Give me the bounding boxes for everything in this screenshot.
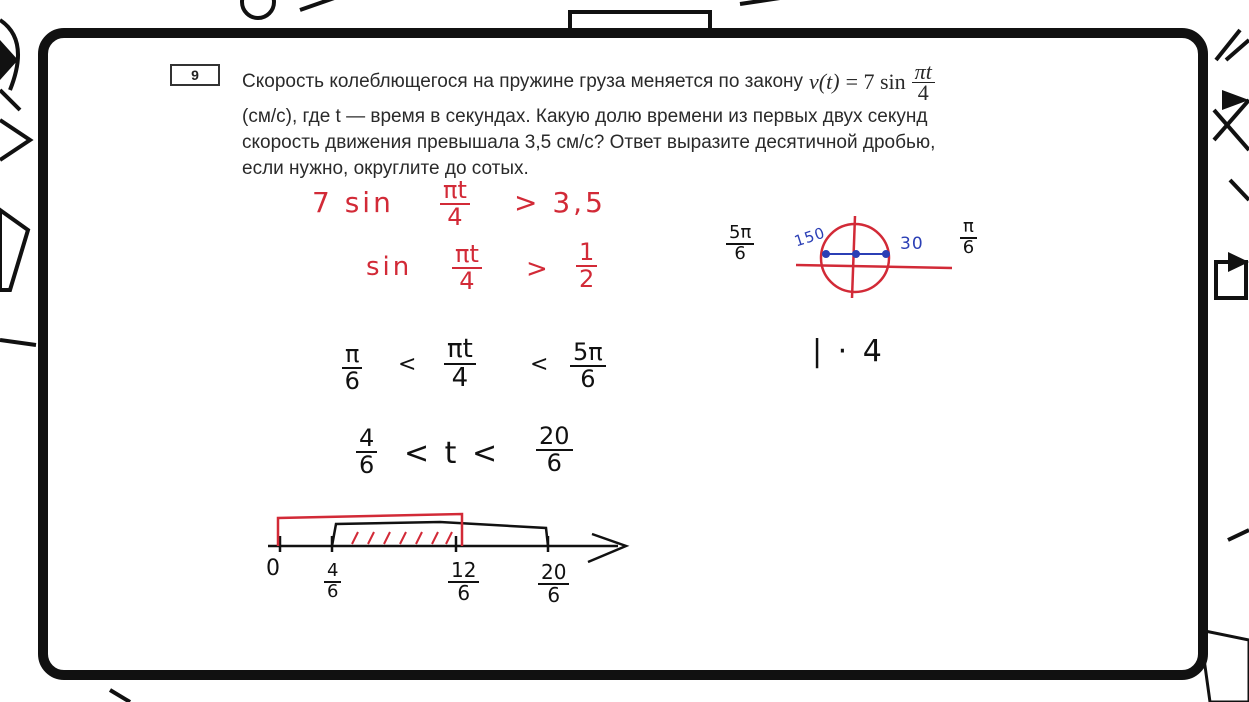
step3-a-fraction xyxy=(342,342,362,394)
step2-fraction xyxy=(452,242,482,294)
formula-lhs: v(t) xyxy=(809,69,840,94)
axis-t1-den: 6 xyxy=(327,580,339,602)
axis-label-zero: 0 xyxy=(266,556,283,581)
step4-a-num: 4 xyxy=(356,426,377,453)
problem-line-1-text: Скорость колеблющегося на пружине груза меняется по закону xyxy=(242,71,804,92)
step3-b-den: 4 xyxy=(451,363,469,394)
problem-line-3: скорость движения превышала 3,5 см/с? Ответ выразите десятичной дробью, xyxy=(242,132,936,153)
circle-label-right-den: 6 xyxy=(962,236,975,258)
angle-label-30: 30 xyxy=(900,234,924,254)
circle-label-right-num: π xyxy=(960,218,977,239)
step2-frac-den: 4 xyxy=(459,267,475,296)
circle-label-left-num: 5π xyxy=(726,224,754,245)
step4-mid: < t < xyxy=(404,436,501,471)
step4-a-den: 6 xyxy=(359,451,375,480)
formula-frac-num-text: πt xyxy=(914,58,932,84)
step2-rhs-den: 2 xyxy=(579,265,595,294)
step1-right: > 3,5 xyxy=(514,186,606,219)
step3-b-num: πt xyxy=(444,336,476,365)
problem-number-badge: 9 xyxy=(170,64,220,86)
step3-lt2: < xyxy=(530,352,552,377)
step1-fraction xyxy=(440,178,470,230)
step1-frac-den: 4 xyxy=(447,203,463,232)
problem-statement xyxy=(242,60,1122,182)
axis-label-t1 xyxy=(324,562,341,602)
step3-a-num: π xyxy=(342,342,362,369)
step3-c-fraction xyxy=(570,340,606,392)
formula-eq: = 7 sin xyxy=(845,69,906,94)
axis-label-t2 xyxy=(448,560,479,604)
step4-c-num: 20 xyxy=(536,424,573,451)
circle-label-left xyxy=(726,224,754,264)
step3-c-num: 5π xyxy=(570,340,606,367)
step4-a-fraction xyxy=(356,426,377,478)
step3-c-den: 6 xyxy=(580,365,596,394)
axis-t1-num: 4 xyxy=(324,562,341,583)
step2-frac-num: πt xyxy=(452,242,482,269)
step3-lt1: < xyxy=(398,352,420,377)
step1-left: 7 sin xyxy=(312,186,394,219)
step2-rhs-num: 1 xyxy=(576,240,597,267)
axis-t3-den: 6 xyxy=(547,583,561,607)
step4-c-fraction xyxy=(536,424,573,476)
axis-t3-num: 20 xyxy=(538,562,569,585)
formula-frac-den: 4 xyxy=(917,79,929,105)
step2-left: sin xyxy=(366,252,413,282)
axis-label-t3 xyxy=(538,562,569,606)
problem-line-1 xyxy=(242,60,1122,104)
step2-rhs-fraction xyxy=(576,240,597,292)
axis-t2-den: 6 xyxy=(457,581,471,605)
angle-label-150: 150 xyxy=(791,223,828,251)
step3-b-fraction xyxy=(444,336,476,393)
circle-label-left-den: 6 xyxy=(734,242,746,264)
step1-frac-num: πt xyxy=(440,178,470,205)
step2-gt: > xyxy=(526,254,551,284)
formula-fraction xyxy=(912,58,935,105)
axis-t2-num: 12 xyxy=(448,560,479,583)
multiply-note: | · 4 xyxy=(812,334,885,369)
step4-c-den: 6 xyxy=(546,449,562,478)
step3-a-den: 6 xyxy=(344,367,360,396)
problem-line-4: если нужно, округлите до сотых. xyxy=(242,158,529,179)
speed-formula xyxy=(809,58,935,105)
circle-label-right xyxy=(960,218,977,258)
problem-line-2: (см/с), где t — время в секундах. Какую долю времени из первых двух секунд xyxy=(242,106,928,127)
